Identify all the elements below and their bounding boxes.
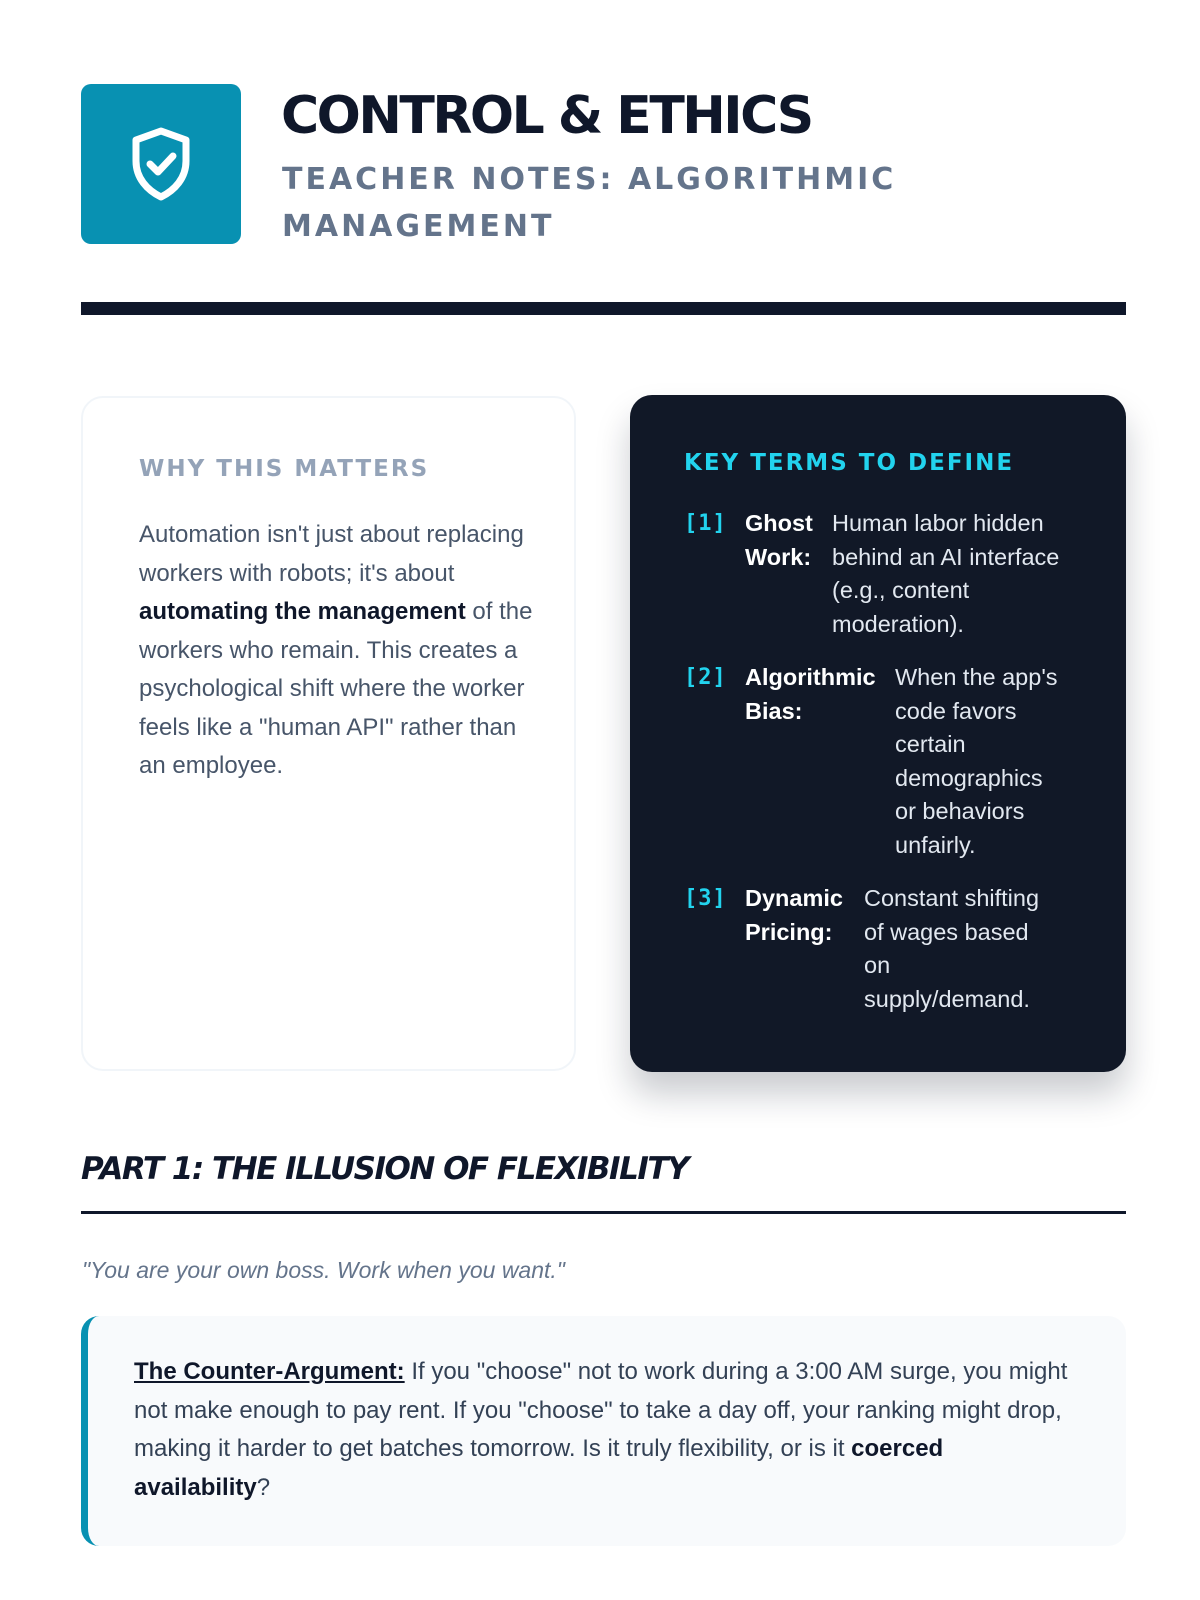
flexibility-quote: "You are your own boss. Work when you want.": [82, 1257, 565, 1283]
part-1-title: PART 1: THE ILLUSION OF FLEXIBILITY: [81, 1151, 688, 1187]
term-name: Ghost Work:: [745, 510, 813, 570]
term-item: [684, 661, 1084, 862]
term-number: [2]: [684, 665, 727, 690]
term-name: Algorithmic Bias:: [745, 664, 876, 724]
terms-heading: KEY TERMS TO DEFINE: [684, 450, 1015, 476]
term-definition: Constant shifting of wages based on supply/demand.: [864, 885, 1040, 1012]
counter-argument-box: [81, 1316, 1126, 1546]
term-list: [684, 507, 1084, 1036]
counter-argument-end: ?: [256, 1473, 271, 1501]
why-body: [139, 516, 539, 786]
term-name: Dynamic Pricing:: [745, 885, 843, 945]
shield-check-icon: [130, 127, 192, 201]
term-definition: When the app's code favors certain demographics or behaviors unfairly.: [895, 664, 1058, 858]
term-item: [684, 882, 1084, 1016]
term-definition: Human labor hidden behind an AI interface (e.g., content moderation).: [832, 510, 1060, 637]
counter-argument-text: If you "choose" not to work during a 3:00 AM surge, you might not make enough to pay rent. If you "choose" to take a day off, your ranking might drop, making it harder to get batches tomorrow. Is it truly flexibility, or is it: [134, 1358, 1068, 1462]
why-this-matters-card: [81, 396, 576, 1071]
term-number: [3]: [684, 886, 727, 911]
why-text-1: Automation isn't just about replacing workers with robots; it's about: [139, 521, 524, 587]
header-divider: [81, 302, 1126, 315]
term-item: [684, 507, 1084, 641]
part-1-divider: [81, 1211, 1126, 1214]
why-emphasis: automating the management: [139, 598, 466, 625]
why-heading: WHY THIS MATTERS: [139, 456, 430, 482]
logo-tile: [81, 84, 241, 244]
page-title: CONTROL & ETHICS: [281, 86, 812, 146]
counter-argument-body: [134, 1353, 1084, 1507]
key-terms-card: [630, 395, 1126, 1072]
page-subtitle: TEACHER NOTES: ALGORITHMIC MANAGEMENT: [282, 162, 897, 244]
counter-argument-emphasis: coerced availability: [134, 1435, 944, 1501]
counter-argument-label: The Counter-Argument:: [134, 1358, 405, 1385]
why-text-2: of the workers who remain. This creates a psychological shift where the worker feels like a "human API" rather than an employee.: [139, 598, 533, 779]
term-number: [1]: [684, 511, 727, 536]
